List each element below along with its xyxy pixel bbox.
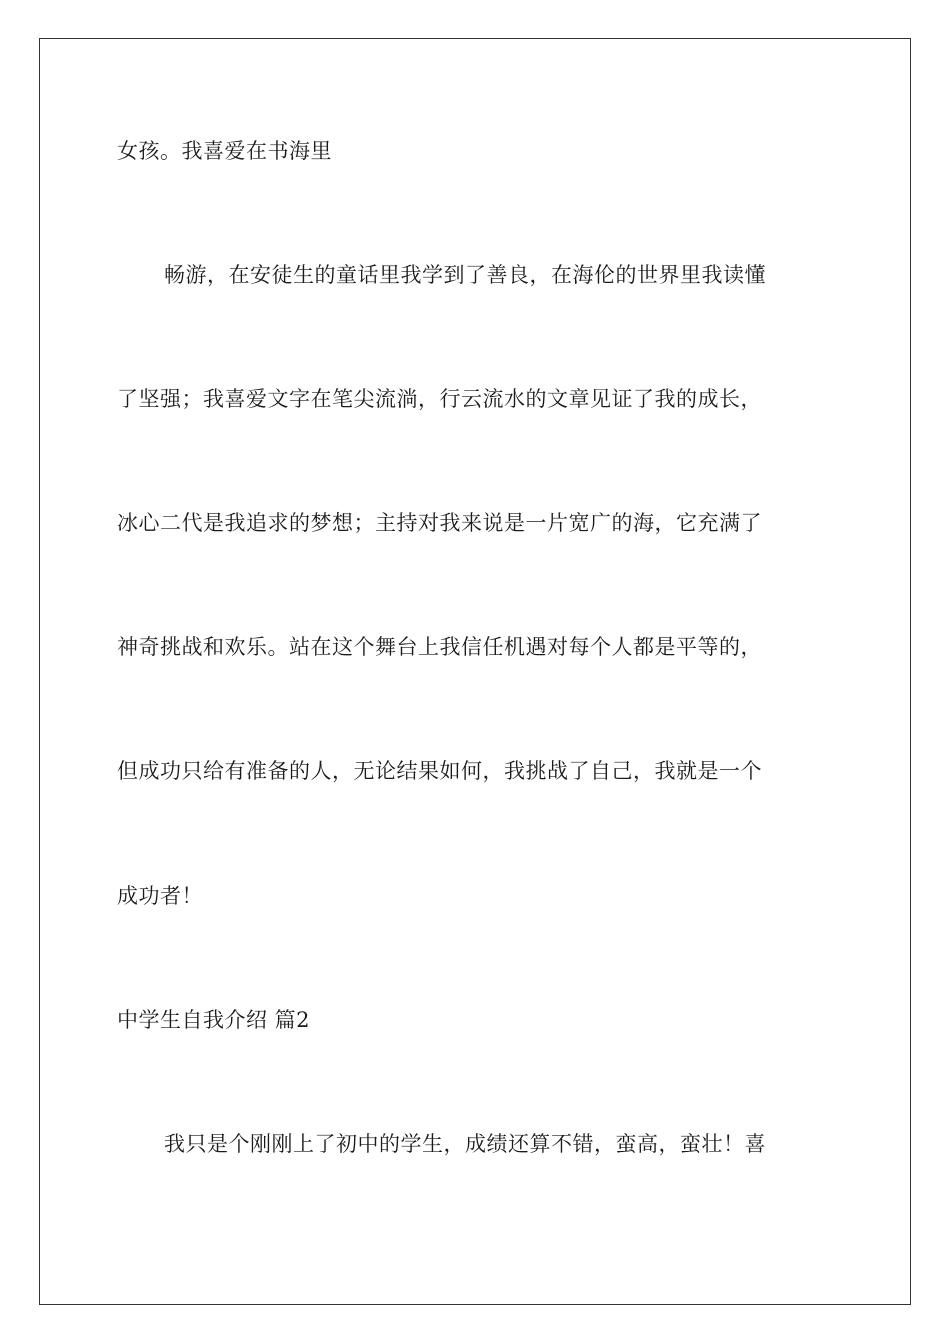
paragraph-1-line-3: 冰心二代是我追求的梦想；主持对我来说是一片宽广的海，它充满了 [117, 511, 762, 535]
paragraph-1-line-2: 了坚强；我喜爱文字在笔尖流淌，行云流水的文章见证了我的成长， [117, 387, 762, 411]
section-heading: 中学生自我介绍 篇2 [117, 1008, 311, 1032]
paragraph-1-line-6: 成功者！ [117, 884, 203, 908]
text-line-1: 女孩。我喜爱在书海里 [117, 139, 332, 163]
paragraph-1-line-5: 但成功只给有准备的人，无论结果如何，我挑战了自己，我就是一个 [117, 759, 762, 783]
paragraph-1-line-4: 神奇挑战和欢乐。站在这个舞台上我信任机遇对每个人都是平等的， [117, 635, 762, 659]
paragraph-1-line-1: 畅游，在安徒生的童话里我学到了善良，在海伦的世界里我读懂 [164, 263, 766, 287]
page-border [39, 38, 911, 1305]
paragraph-2-line-1: 我只是个刚刚上了初中的学生，成绩还算不错，蛮高，蛮壮！喜 [164, 1132, 766, 1156]
